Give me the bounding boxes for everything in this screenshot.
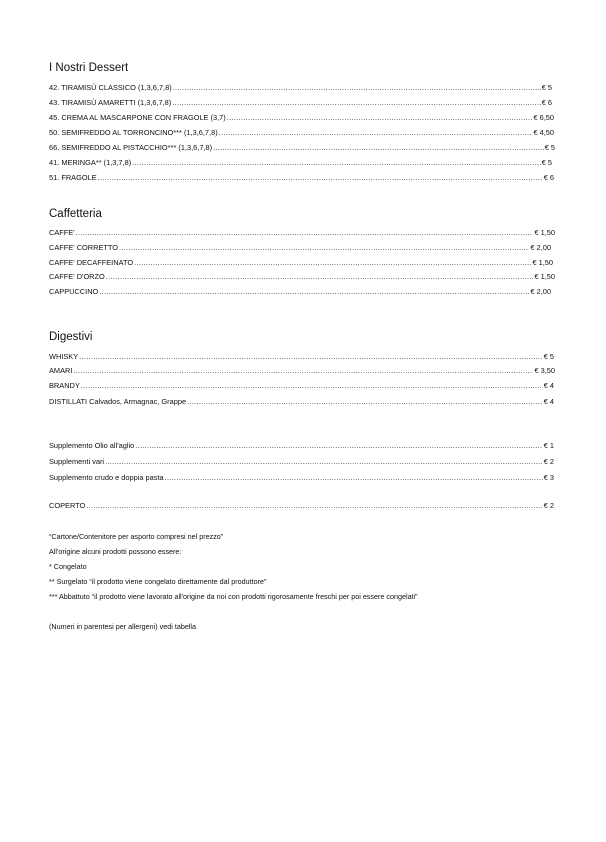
item-name: 42. TIRAMISÙ CLASSICO (1,3,6,7,8) <box>49 83 172 92</box>
item-price: € 2 <box>543 501 554 510</box>
dot-leader <box>86 501 542 510</box>
menu-item <box>49 352 554 361</box>
caffetteria-heading: Caffetteria <box>49 208 102 220</box>
dot-leader <box>134 258 531 267</box>
dot-leader <box>187 397 543 406</box>
menu-item <box>49 272 555 281</box>
item-name: BRANDY <box>49 381 80 390</box>
item-name: Supplementi vari <box>49 457 105 466</box>
frozen-note: * Congelato <box>49 562 87 571</box>
dot-leader <box>132 158 541 167</box>
dot-leader <box>99 287 529 296</box>
menu-item <box>49 128 554 137</box>
item-price: € 2,00 <box>530 287 551 296</box>
blast-chilled-note: *** Abbattuto “il prodotto viene lavorato all'origine da noi con prodotti rigorosamente freschi per poi essere congelati” <box>49 592 418 601</box>
item-price: € 2,00 <box>530 243 551 252</box>
dot-leader <box>119 243 529 252</box>
item-name: 66. SEMIFREDDO AL PISTACCHIO*** (1,3,6,7,8) <box>49 143 213 152</box>
item-name: WHISKY <box>49 352 79 361</box>
item-price: € 2 <box>543 457 554 466</box>
item-name: CAFFE' D'ORZO <box>49 272 105 281</box>
dot-leader <box>79 352 543 361</box>
item-name: 43. TIRAMISÙ AMARETTI (1,3,6,7,8) <box>49 98 172 107</box>
item-price: € 5 <box>541 83 552 92</box>
item-name: 50. SEMIFREDDO AL TORRONCINO*** (1,3,6,7,8) <box>49 128 218 137</box>
allergen-note: (Numeri in parentesi per allergeni) vedi tabella <box>49 622 197 631</box>
item-name: CAFFE' <box>49 228 75 237</box>
item-name: CAFFE' DECAFFEINATO <box>49 258 134 267</box>
menu-item <box>49 228 555 237</box>
dot-leader <box>219 128 533 137</box>
dot-leader <box>172 98 540 107</box>
item-price: € 3 <box>543 473 554 482</box>
menu-item <box>49 258 553 267</box>
item-name: 51. FRAGOLE <box>49 173 97 182</box>
item-price: € 1,50 <box>534 228 555 237</box>
dessert-heading: I Nostri Dessert <box>49 62 129 74</box>
item-name: Supplemento crudo e doppia pasta <box>49 473 164 482</box>
menu-item <box>49 113 554 122</box>
item-price: € 4 <box>543 397 554 406</box>
dot-leader <box>98 173 543 182</box>
item-name: CAFFE' CORRETTO <box>49 243 119 252</box>
item-name: 41. MERINGA** (1,3,7,8) <box>49 158 132 167</box>
item-name: DISTILLATI Calvados, Armagnac, Grappe <box>49 397 187 406</box>
item-price: € 1 <box>543 441 554 450</box>
menu-item <box>49 287 551 296</box>
menu-item <box>49 381 554 390</box>
item-price: € 4,50 <box>533 128 554 137</box>
dot-leader <box>73 366 533 375</box>
menu-item <box>49 83 552 92</box>
takeaway-note: “Cartone/Contenitore per asporto compresi nel prezzo” <box>49 532 224 541</box>
dot-leader <box>76 228 534 237</box>
item-price: € 6 <box>541 98 552 107</box>
menu-item <box>49 98 552 107</box>
menu-item <box>49 173 554 182</box>
item-price: € 1,50 <box>532 258 553 267</box>
dot-leader <box>135 441 542 450</box>
coperto-row <box>49 501 554 510</box>
item-price: € 6 <box>543 173 554 182</box>
item-name: AMARI <box>49 366 73 375</box>
item-price: € 3,50 <box>534 366 555 375</box>
menu-item <box>49 143 555 152</box>
dot-leader <box>213 143 544 152</box>
item-price: € 5 <box>543 352 554 361</box>
item-price: € 5 <box>544 143 555 152</box>
menu-item <box>49 441 554 450</box>
menu-item <box>49 158 552 167</box>
menu-item <box>49 397 554 406</box>
dot-leader <box>227 113 533 122</box>
item-price: € 5 <box>541 158 552 167</box>
menu-item <box>49 366 555 375</box>
menu-item <box>49 243 551 252</box>
item-name: Supplemento Olio all'aglio <box>49 441 135 450</box>
menu-item <box>49 457 554 466</box>
item-name: 45. CREMA AL MASCARPONE CON FRAGOLE (3,7) <box>49 113 226 122</box>
item-name: COPERTO <box>49 501 86 510</box>
item-price: € 1,50 <box>534 272 555 281</box>
dot-leader <box>106 272 534 281</box>
dot-leader <box>173 83 541 92</box>
item-price: € 4 <box>543 381 554 390</box>
deep-frozen-note: ** Surgelato “il prodotto viene congelato direttamente dal produttore” <box>49 577 267 586</box>
item-price: € 6,50 <box>533 113 554 122</box>
dot-leader <box>81 381 543 390</box>
origin-note: All'origine alcuni prodotti possono essere: <box>49 547 182 556</box>
item-name: CAPPUCCINO <box>49 287 99 296</box>
menu-item <box>49 473 554 482</box>
dot-leader <box>165 473 543 482</box>
digestivi-heading: Digestivi <box>49 331 93 343</box>
dot-leader <box>105 457 543 466</box>
